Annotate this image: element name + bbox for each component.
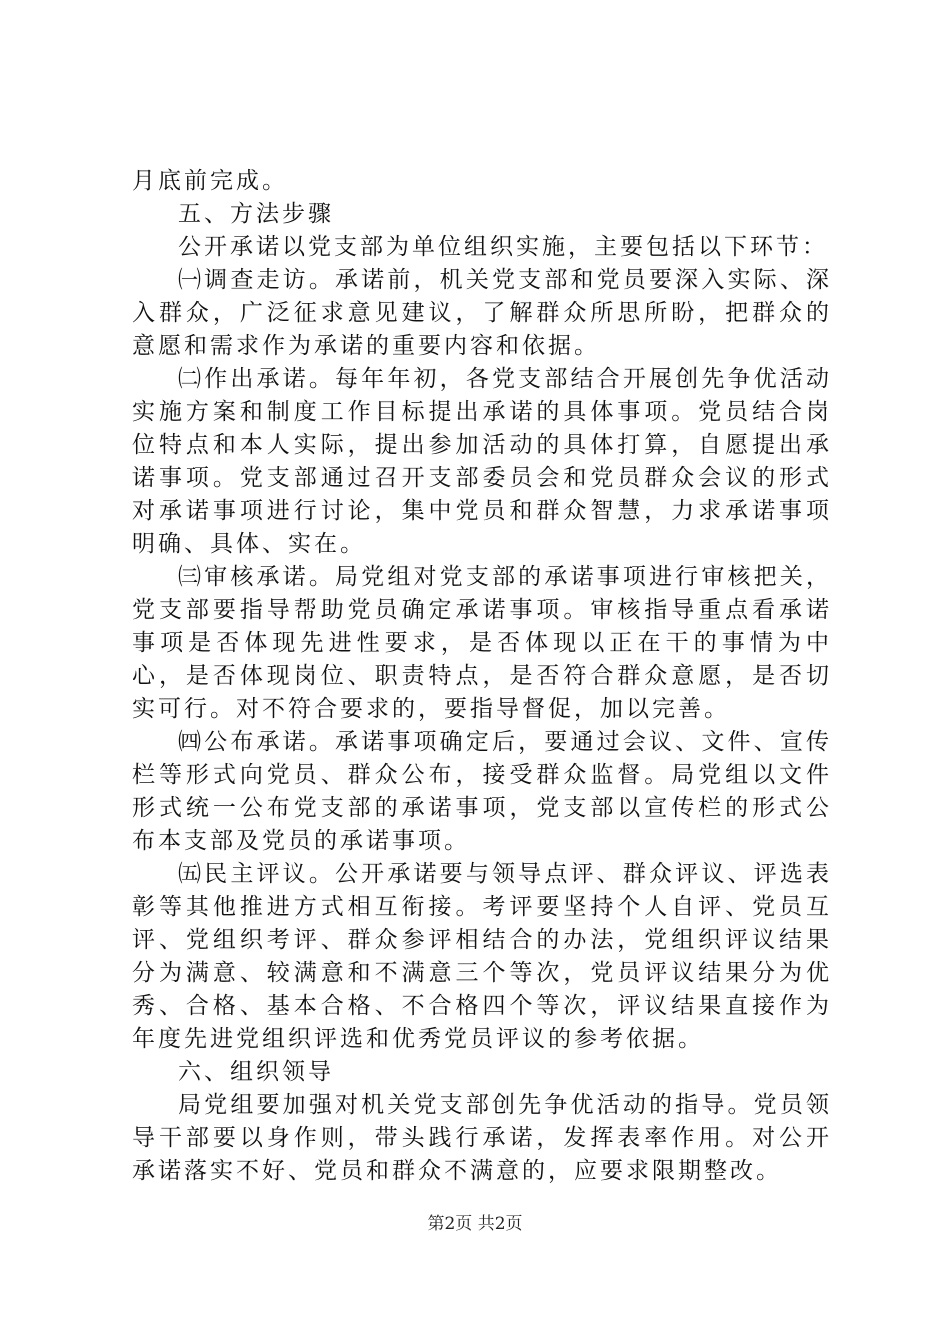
body-paragraph-continuation: 月底前完成。 (132, 168, 288, 194)
body-paragraph-leadership: 局党组要加强对机关党支部创先争优活动的指导。党员领导干部要以身作则，带头践行承诺，发挥表率作用。对公开承诺落实不好、党员和群众不满意的，应要求限期整改。 (132, 1092, 832, 1184)
section-heading-methods: 五、方法步骤 (178, 201, 334, 227)
page-footer (0, 1213, 950, 1235)
body-paragraph-step-5: ㈤民主评议。公开承诺要与领导点评、群众评议、评选表彰等其他推进方式相互衔接。考评要坚持个人自评、党员互评、党组织考评、群众参评相结合的办法，党组织评议结果分为满意、较满意和不满意三个等次，党员评议结果分为优秀、合格、基本合格、不合格四个等次，评议结果直接作为年度先进党组织评选和优秀党员评议的参考依据。 (132, 861, 832, 1052)
body-paragraph-step-2: ㈡作出承诺。每年年初，各党支部结合开展创先争优活动实施方案和制度工作目标提出承诺的具体事项。党员结合岗位特点和本人实际，提出参加活动的具体打算，自愿提出承诺事项。党支部通过召开支部委员会和党员群众会议的形式对承诺事项进行讨论，集中党员和群众智慧，力求承诺事项明确、具体、实在。 (132, 366, 832, 557)
body-paragraph-step-3: ㈢审核承诺。局党组对党支部的承诺事项进行审核把关，党支部要指导帮助党员确定承诺事项。审核指导重点看承诺事项是否体现先进性要求，是否体现以正在干的事情为中心，是否体现岗位、职责特点，是否符合群众意愿，是否切实可行。对不符合要求的，要指导督促，加以完善。 (132, 564, 832, 722)
section-heading-leadership: 六、组织领导 (178, 1059, 334, 1085)
body-paragraph-step-1: ㈠调查走访。承诺前，机关党支部和党员要深入实际、深入群众，广泛征求意见建议，了解群众所思所盼，把群众的意愿和需求作为承诺的重要内容和依据。 (132, 267, 832, 359)
body-paragraph-intro: 公开承诺以党支部为单位组织实施，主要包括以下环节： (178, 234, 828, 260)
page-number-label: 第2页 共2页 (427, 1214, 523, 1234)
document-body (132, 165, 832, 1188)
body-paragraph-step-4: ㈣公布承诺。承诺事项确定后，要通过会议、文件、宣传栏等形式向党员、群众公布，接受群众监督。局党组以文件形式统一公布党支部的承诺事项，党支部以宣传栏的形式公布本支部及党员的承诺事项。 (132, 729, 832, 854)
